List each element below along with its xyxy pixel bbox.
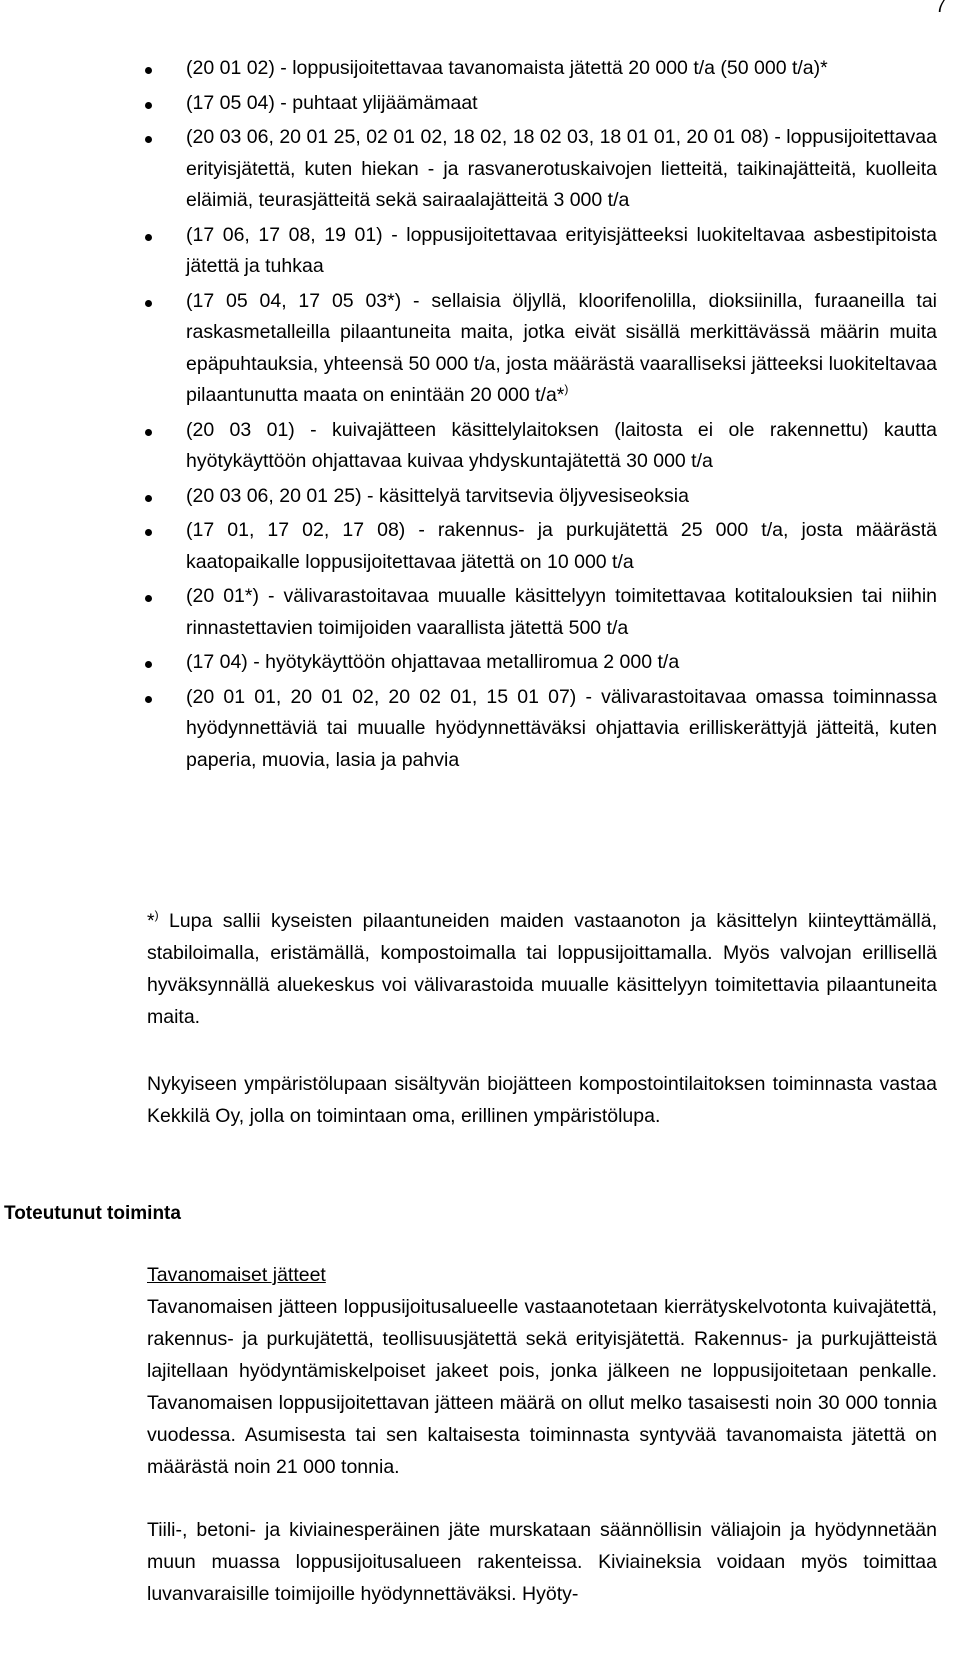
- list-item-text: (20 01 01, 20 01 02, 20 02 01, 15 01 07) - välivarastoitavaa omassa toiminnassa hyödynnettäviä tai muualle hyödynnettäväksi ohjattavia erilliskerättyjä jätteitä, kuten paperia, muovia, lasia ja pahvia: [186, 685, 937, 771]
- list-item-text: (20 03 06, 20 01 25, 02 01 02, 18 02, 18 02 03, 18 01 01, 20 01 08) - loppusijoitettavaa erityisjätettä, kuten hiekan - ja rasvanerotuskaivojen lietteitä, taikinajätteitä, kuolleita eläimiä, teurasjätteitä sekä sairaalajätteitä 3 000 t/a: [186, 126, 937, 211]
- bullet-icon: [145, 529, 152, 536]
- list-item-text: (17 05 04) - puhtaat ylijäämämaat: [186, 91, 478, 114]
- list-item-text: (17 04) - hyötykäyttöön ohjattavaa metalliromua 2 000 t/a: [186, 651, 680, 673]
- list-item-text: (17 06, 17 08, 19 01) - loppusijoitettavaa erityisjätteeksi luokiteltavaa asbestipitoista jätettä ja tuhkaa: [186, 223, 937, 277]
- footnote-reference: ): [564, 382, 569, 396]
- list-item: [0, 53, 937, 85]
- waste-paragraph: Tavanomaisen jätteen loppusijoitusalueelle vastaanotetaan kierrätyskelvotonta kuivajätettä, rakennus- ja purkujätettä, teollisuusjätettä sekä erityisjätettä. Rakennus- ja purkujätteistä lajitellaan hyödyntämiskelpoiset jakeet pois, jonka jälkeen ne loppusijoitetaan penkalle. Tavanomaisen loppusijoitettavan jätteen määrä on ollut melko tasaisesti noin 30 000 tonnia vuodessa. Asumisesta tai sen kaltaisesta toiminnasta syntyvää tavanomaista jätettä on määrästä noin 21 000 tonnia.: [147, 1296, 937, 1478]
- subheading: Tavanomaiset jätteet: [147, 1264, 326, 1286]
- list-item-text: (20 03 06, 20 01 25) - käsittelyä tarvitsevia öljyvesiseoksia: [186, 484, 689, 507]
- list-item: [0, 515, 937, 578]
- bullet-icon: [145, 595, 152, 602]
- crush-paragraph: Tiili-, betoni- ja kiviainesperäinen jäte murskataan säännöllisin väliajoin ja hyödynnetään muun muassa loppusijoitusalueen rakenteissa. Kiviaineksia voidaan myös toimittaa luvanvaraisille toimijoille hyödynnettäväksi. Hyöty-: [147, 1519, 937, 1605]
- bullet-icon: [145, 300, 152, 307]
- list-item-text: (17 01, 17 02, 17 08) - rakennus- ja purkujätettä 25 000 t/a, josta määrästä kaatopaikalle loppusijoitettavaa jätettä on 10 000 t/a: [186, 519, 937, 573]
- list-item: [0, 481, 937, 513]
- bullet-icon: [145, 102, 152, 109]
- footnote-text: Lupa sallii kyseisten pilaantuneiden maiden vastaanoton ja käsittelyn kiinteyttämällä, stabiloimalla, eristämällä, kompostoimalla tai loppusijoittamalla. Myös valvojan erillisellä hyväksynnällä aluekeskus voi välivarastoida muualle käsittelyyn toimitettavia pilaantuneita maita.: [147, 910, 937, 1028]
- bullet-icon: [145, 661, 152, 668]
- list-item: [0, 122, 937, 217]
- footnote-mark-sup: ): [154, 908, 159, 922]
- list-item-text: (17 05 04, 17 05 03*) - sellaisia öljyllä, kloorifenolilla, dioksiinilla, furaaneilla tai raskasmetalleilla pilaantuneita maita, jotka eivät sisällä merkittävässä määrin muita epäpuhtauksia, yhteensä 50 000 t/a, josta määrästä vaaralliseksi jätteeksi luokiteltavaa pilaantunutta maata on enintään 20 000 t/a*: [186, 289, 937, 406]
- footnote: [147, 905, 937, 1033]
- bullet-icon: [145, 429, 152, 436]
- list-item: [0, 286, 937, 412]
- list-item: [0, 415, 937, 478]
- bullet-icon: [145, 136, 152, 143]
- footnote-mark: *: [147, 910, 155, 932]
- bullet-icon: [145, 67, 152, 74]
- section-heading: Toteutunut toiminta: [4, 1203, 181, 1224]
- bullet-icon: [145, 696, 152, 703]
- list-item: [0, 220, 937, 283]
- list-item: [0, 647, 937, 679]
- waste-type-list: [0, 53, 960, 779]
- page-number: 7: [935, 0, 946, 17]
- bullet-icon: [145, 234, 152, 241]
- list-item: [0, 581, 937, 644]
- list-item: [0, 682, 937, 777]
- bullet-icon: [145, 495, 152, 502]
- list-item-text: (20 03 01) - kuivajätteen käsittelylaitoksen (laitosta ei ole rakennettu) kautta hyötykäyttöön ohjattavaa kuivaa yhdyskuntajätettä 30 000 t/a: [186, 418, 937, 472]
- permit-paragraph: Nykyiseen ympäristölupaan sisältyvän biojätteen kompostointilaitoksen toiminnasta vastaa Kekkilä Oy, jolla on toimintaan oma, erillinen ympäristölupa.: [147, 1073, 937, 1127]
- list-item-text: (20 01*) - välivarastoitavaa muualle käsittelyyn toimitettavaa kotitalouksien tai niihin rinnastettavien toimijoiden vaarallista jätettä 500 t/a: [186, 585, 937, 639]
- list-item: [0, 88, 937, 120]
- list-item-text: (20 01 02) - loppusijoitettavaa tavanomaista jätettä 20 000 t/a (50 000 t/a)*: [186, 57, 828, 79]
